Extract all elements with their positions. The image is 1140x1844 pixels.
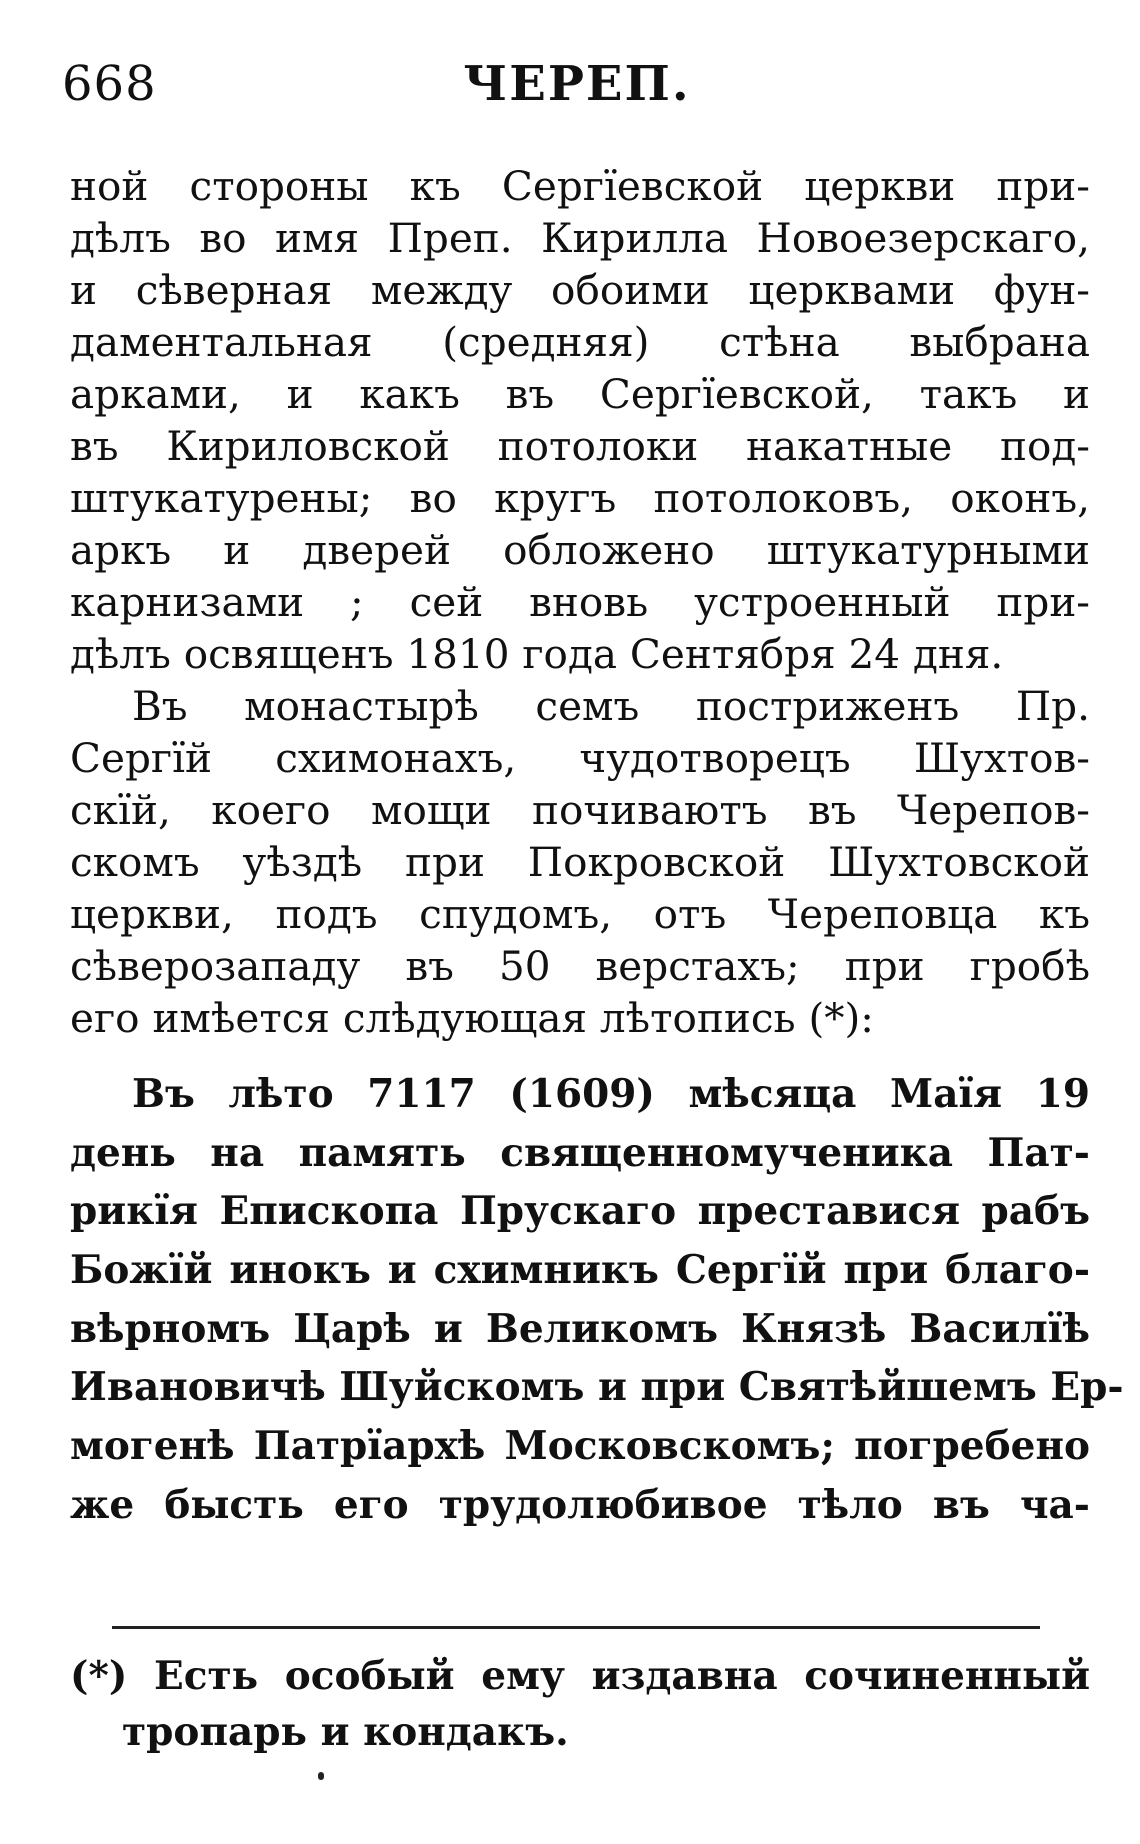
text-line: въ Кириловской потолоки накатные под-: [70, 422, 1090, 470]
quote-line: Ивановичѣ Шуйскомъ и при Святѣйшемъ Ер-: [70, 1364, 1124, 1411]
ink-speck: [318, 1772, 324, 1780]
page-header: [62, 56, 1092, 126]
text-line: Въ монастырѣ семъ постриженъ Пр.: [132, 682, 1090, 730]
footnote-divider: [112, 1626, 1040, 1629]
quote-line: Божїй инокъ и схимникъ Сергїй при благо-: [70, 1247, 1090, 1294]
footnote: [70, 1648, 1090, 1760]
text-line: его имѣется слѣдующая лѣтопись (*):: [70, 994, 874, 1042]
running-title: ЧЕРЕП.: [463, 56, 691, 112]
footnote-line: тропарь и кондакъ.: [122, 1709, 569, 1755]
text-line: Сергїй схимонахъ, чудотворецъ Шухтов-: [70, 734, 1090, 782]
quote-line: рикїя Епископа Прускаго преставися рабъ: [70, 1188, 1090, 1235]
text-line: дѣлъ освященъ 1810 года Сентября 24 дня.: [70, 630, 1004, 678]
chronicle-quote: [70, 1065, 1124, 1535]
text-line: карнизами ; сей вновь устроенный при-: [70, 578, 1090, 626]
quote-line: день на память священномученика Пат-: [70, 1129, 1090, 1176]
text-line: дѣлъ во имя Преп. Кирилла Новоезерскаго,: [70, 214, 1090, 262]
text-line: арками, и какъ въ Сергїевской, такъ и: [70, 370, 1090, 418]
text-line: аркъ и дверей обложено штукатурными: [70, 526, 1090, 574]
quote-line: Въ лѣто 7117 (1609) мѣсяца Маїя 19: [132, 1071, 1090, 1117]
main-text: [70, 160, 1090, 1044]
page-number: 668: [62, 56, 157, 112]
text-line: даментальная (средняя) стѣна выбрана: [70, 318, 1090, 366]
text-line: ной стороны къ Сергїевской церкви при-: [70, 162, 1090, 210]
text-line: скомъ уѣздѣ при Покровской Шухтовской: [70, 838, 1090, 886]
text-line: скїй, коего мощи почиваютъ въ Черепов-: [70, 786, 1090, 834]
text-line: штукатурены; во кругъ потолоковъ, оконъ,: [70, 474, 1090, 522]
quote-line: же бысть его трудолюбивое тѣло въ ча-: [70, 1481, 1090, 1528]
quote-line: вѣрномъ Царѣ и Великомъ Князѣ Василїѣ: [70, 1305, 1090, 1352]
text-line: сѣверозападу въ 50 верстахъ; при гробѣ: [70, 942, 1090, 990]
footnote-line: (*) Есть особый ему издавна сочиненный: [70, 1653, 1090, 1699]
quote-line: могенѣ Патрїархѣ Московскомъ; погребено: [70, 1423, 1090, 1470]
text-line: церкви, подъ спудомъ, отъ Череповца къ: [70, 890, 1090, 938]
text-line: и сѣверная между обоими церквами фун-: [70, 266, 1090, 314]
